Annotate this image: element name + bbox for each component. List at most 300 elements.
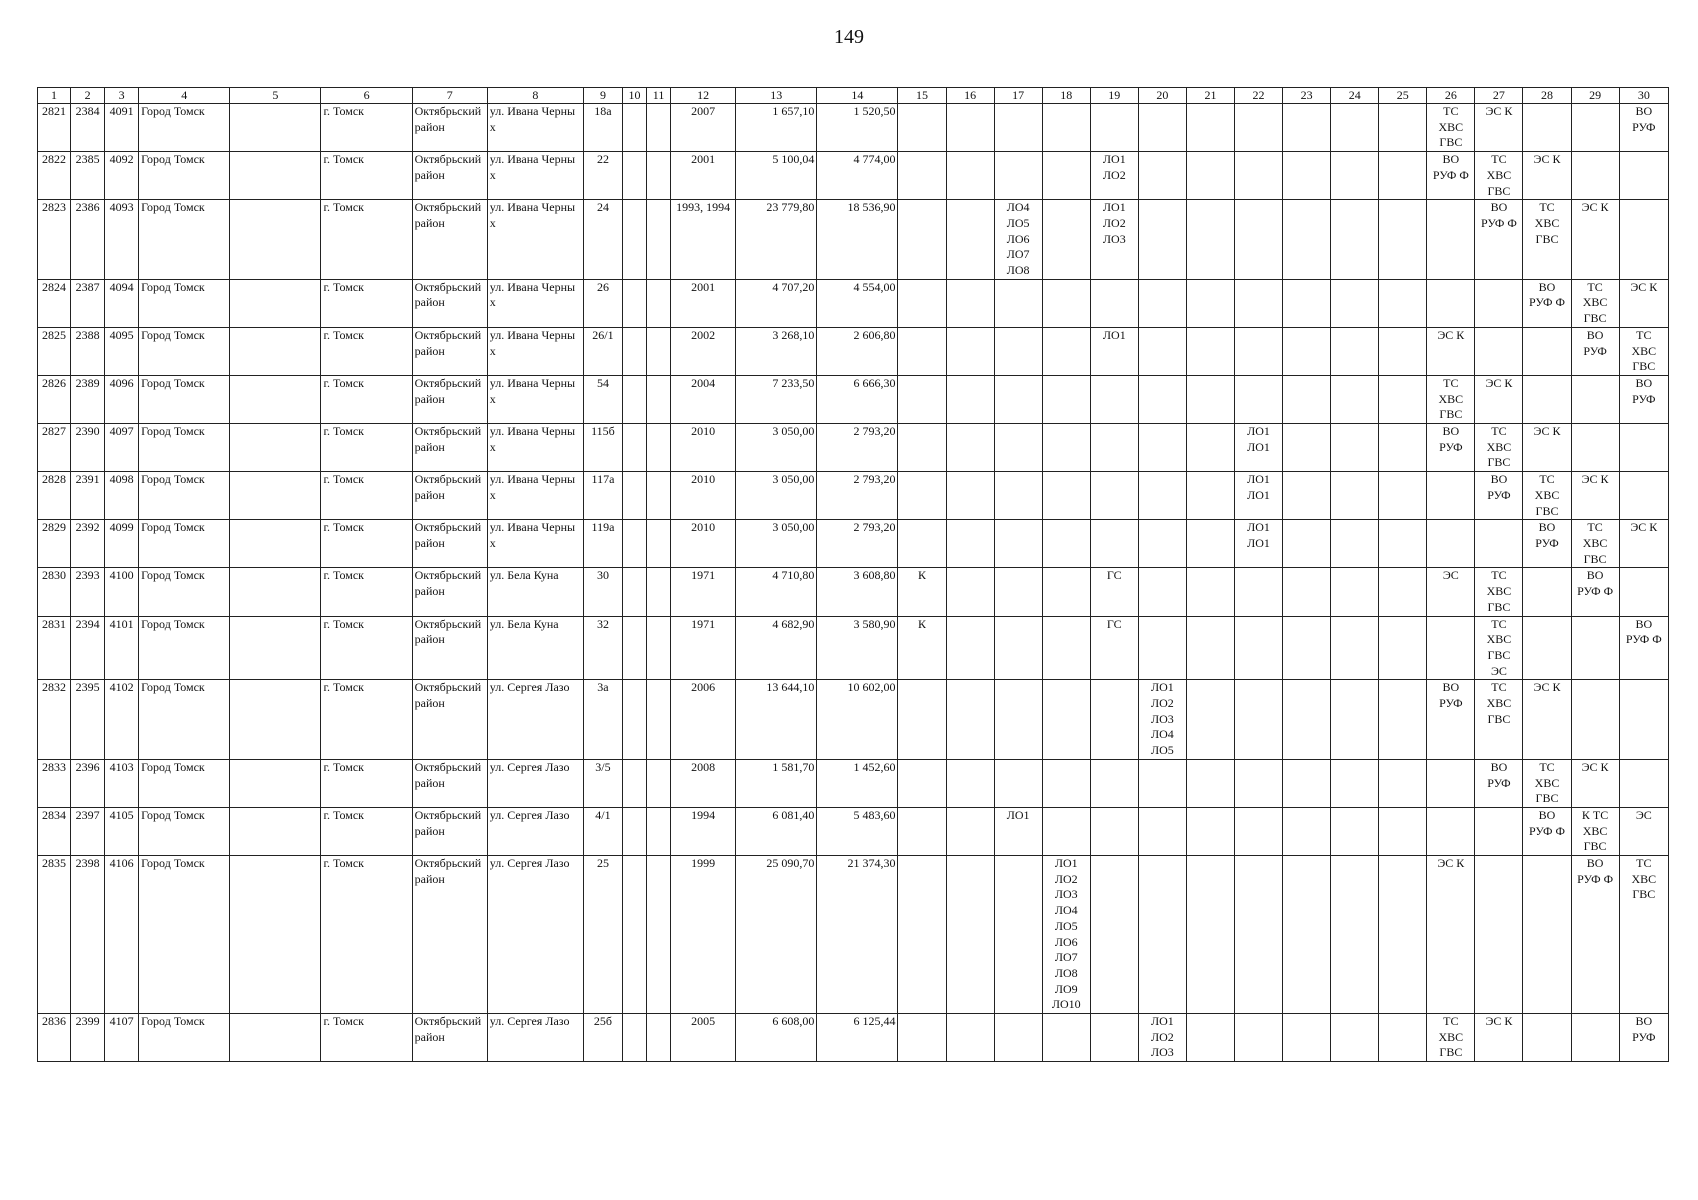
table-cell: К xyxy=(898,616,946,680)
table-cell xyxy=(1283,680,1331,760)
table-cell xyxy=(1042,327,1090,375)
table-row xyxy=(38,327,1669,375)
table-cell xyxy=(1186,856,1234,1014)
column-header: 30 xyxy=(1619,88,1668,104)
table-row xyxy=(38,152,1669,200)
table-cell xyxy=(1090,520,1138,568)
table-cell: г. Томск xyxy=(321,1014,412,1062)
table-cell xyxy=(1379,1014,1427,1062)
table-cell: ул. Бела Куна xyxy=(487,616,583,680)
table-cell xyxy=(1283,424,1331,472)
table-cell: 3 050,00 xyxy=(736,520,817,568)
table-cell: Октябрьский район xyxy=(412,327,487,375)
table-cell xyxy=(946,472,994,520)
table-cell xyxy=(1042,424,1090,472)
table-cell xyxy=(1331,424,1379,472)
table-cell: 3/5 xyxy=(583,759,622,807)
table-cell: Октябрьский район xyxy=(412,856,487,1014)
table-cell: Октябрьский район xyxy=(412,279,487,327)
table-cell xyxy=(230,759,321,807)
table-cell xyxy=(946,424,994,472)
table-cell: 1 581,70 xyxy=(736,759,817,807)
table-cell xyxy=(1042,200,1090,280)
table-cell xyxy=(1235,1014,1283,1062)
table-cell: Октябрьский район xyxy=(412,104,487,152)
table-cell xyxy=(994,472,1042,520)
table-cell: г. Томск xyxy=(321,680,412,760)
table-cell xyxy=(946,568,994,616)
table-cell xyxy=(1186,104,1234,152)
table-cell: 1 452,60 xyxy=(817,759,898,807)
column-header: 12 xyxy=(671,88,736,104)
table-row xyxy=(38,424,1669,472)
table-cell: 115б xyxy=(583,424,622,472)
table-cell xyxy=(1475,856,1523,1014)
table-cell xyxy=(898,856,946,1014)
table-cell: 26/1 xyxy=(583,327,622,375)
table-cell: 2006 xyxy=(671,680,736,760)
table-cell xyxy=(994,327,1042,375)
table-cell xyxy=(1379,680,1427,760)
table-cell: 54 xyxy=(583,375,622,423)
table-cell xyxy=(1331,472,1379,520)
table-cell xyxy=(946,520,994,568)
table-cell: ТС ХВС ГВС xyxy=(1427,1014,1475,1062)
table-cell: 3 050,00 xyxy=(736,424,817,472)
table-cell xyxy=(898,152,946,200)
table-cell: 4/1 xyxy=(583,807,622,855)
table-cell xyxy=(230,568,321,616)
table-cell: 4107 xyxy=(105,1014,139,1062)
table-cell: г. Томск xyxy=(321,375,412,423)
table-cell xyxy=(1235,200,1283,280)
table-cell: ВО РУФ xyxy=(1475,472,1523,520)
table-cell xyxy=(647,807,671,855)
table-cell xyxy=(1331,856,1379,1014)
table-cell xyxy=(1186,520,1234,568)
table-cell: ЛО1 ЛО2 ЛО3 ЛО4 ЛО5 ЛО6 ЛО7 ЛО8 ЛО9 ЛО10 xyxy=(1042,856,1090,1014)
table-cell: 22 xyxy=(583,152,622,200)
table-cell: ВО РУФ xyxy=(1427,424,1475,472)
column-header: 14 xyxy=(817,88,898,104)
register-body xyxy=(38,104,1669,1062)
table-cell xyxy=(623,279,647,327)
table-cell: Город Томск xyxy=(139,200,230,280)
table-cell xyxy=(230,104,321,152)
table-cell xyxy=(994,1014,1042,1062)
table-cell xyxy=(230,152,321,200)
table-cell: ВО РУФ xyxy=(1619,1014,1668,1062)
table-cell xyxy=(1138,807,1186,855)
table-cell xyxy=(1283,807,1331,855)
table-cell xyxy=(1186,568,1234,616)
table-cell: 2834 xyxy=(38,807,71,855)
page-number: 149 xyxy=(834,26,864,48)
table-cell xyxy=(898,680,946,760)
table-row xyxy=(38,104,1669,152)
table-cell xyxy=(647,680,671,760)
table-cell xyxy=(647,759,671,807)
table-cell xyxy=(994,568,1042,616)
table-cell: 2830 xyxy=(38,568,71,616)
table-cell xyxy=(1379,327,1427,375)
column-header: 1 xyxy=(38,88,71,104)
table-cell: 25 090,70 xyxy=(736,856,817,1014)
table-cell xyxy=(898,520,946,568)
table-cell xyxy=(1523,375,1571,423)
table-cell: 5 483,60 xyxy=(817,807,898,855)
table-cell: г. Томск xyxy=(321,152,412,200)
table-cell xyxy=(647,568,671,616)
table-cell xyxy=(1186,616,1234,680)
table-cell xyxy=(994,680,1042,760)
table-cell: ТС ХВС ГВС xyxy=(1571,279,1619,327)
table-cell xyxy=(994,520,1042,568)
table-cell: 10 602,00 xyxy=(817,680,898,760)
table-cell: г. Томск xyxy=(321,104,412,152)
table-cell: 2001 xyxy=(671,152,736,200)
table-cell xyxy=(647,104,671,152)
table-cell xyxy=(946,279,994,327)
table-cell: ЛО1 xyxy=(994,807,1042,855)
table-cell xyxy=(1379,424,1427,472)
table-cell xyxy=(623,1014,647,1062)
table-cell: 2004 xyxy=(671,375,736,423)
table-cell xyxy=(623,424,647,472)
table-cell xyxy=(1619,424,1668,472)
table-cell xyxy=(1619,759,1668,807)
table-cell xyxy=(1235,375,1283,423)
column-header: 22 xyxy=(1235,88,1283,104)
table-cell: 2005 xyxy=(671,1014,736,1062)
table-cell xyxy=(1283,375,1331,423)
table-cell: ТС ХВС ГВС xyxy=(1523,759,1571,807)
column-header: 26 xyxy=(1427,88,1475,104)
table-cell: ЭС К xyxy=(1571,472,1619,520)
table-cell xyxy=(994,104,1042,152)
table-cell xyxy=(1427,472,1475,520)
table-cell xyxy=(647,1014,671,1062)
table-cell: 4099 xyxy=(105,520,139,568)
table-cell: ВО РУФ Ф xyxy=(1427,152,1475,200)
table-cell xyxy=(647,424,671,472)
table-cell: 6 081,40 xyxy=(736,807,817,855)
table-cell: 3 608,80 xyxy=(817,568,898,616)
table-cell xyxy=(230,375,321,423)
table-cell xyxy=(230,472,321,520)
table-cell xyxy=(1571,616,1619,680)
table-cell xyxy=(1283,1014,1331,1062)
table-cell xyxy=(898,807,946,855)
table-cell: 1999 xyxy=(671,856,736,1014)
table-cell xyxy=(1090,1014,1138,1062)
table-cell: 2397 xyxy=(71,807,105,855)
table-cell: 4093 xyxy=(105,200,139,280)
table-cell xyxy=(1042,152,1090,200)
table-cell xyxy=(1042,1014,1090,1062)
table-row xyxy=(38,616,1669,680)
table-cell: 2398 xyxy=(71,856,105,1014)
table-cell: К ТС ХВС ГВС xyxy=(1571,807,1619,855)
table-cell: ГС xyxy=(1090,616,1138,680)
column-header: 23 xyxy=(1283,88,1331,104)
table-cell: 2386 xyxy=(71,200,105,280)
table-cell: г. Томск xyxy=(321,472,412,520)
table-cell xyxy=(1427,807,1475,855)
table-cell xyxy=(1235,759,1283,807)
table-row xyxy=(38,759,1669,807)
table-cell: 2001 xyxy=(671,279,736,327)
table-cell xyxy=(1571,152,1619,200)
table-cell: Октябрьский район xyxy=(412,1014,487,1062)
table-cell: Город Томск xyxy=(139,327,230,375)
table-cell xyxy=(623,152,647,200)
table-cell: 2010 xyxy=(671,472,736,520)
table-cell xyxy=(898,424,946,472)
table-cell xyxy=(1379,807,1427,855)
table-cell: 2385 xyxy=(71,152,105,200)
table-cell: 2835 xyxy=(38,856,71,1014)
table-cell xyxy=(1571,680,1619,760)
table-cell xyxy=(1090,104,1138,152)
table-cell xyxy=(1138,616,1186,680)
table-cell xyxy=(1283,327,1331,375)
table-cell: 2821 xyxy=(38,104,71,152)
table-cell xyxy=(1186,327,1234,375)
table-cell xyxy=(1042,472,1090,520)
column-header: 18 xyxy=(1042,88,1090,104)
table-cell xyxy=(230,520,321,568)
table-cell xyxy=(1523,616,1571,680)
table-cell xyxy=(1186,152,1234,200)
table-cell xyxy=(647,327,671,375)
column-header: 29 xyxy=(1571,88,1619,104)
column-header: 17 xyxy=(994,88,1042,104)
table-cell xyxy=(1042,807,1090,855)
table-cell: ТС ХВС ГВС xyxy=(1475,152,1523,200)
table-cell: 2831 xyxy=(38,616,71,680)
table-cell xyxy=(1138,856,1186,1014)
table-cell: ТС ХВС ГВС xyxy=(1571,520,1619,568)
table-cell: 2393 xyxy=(71,568,105,616)
column-header: 2 xyxy=(71,88,105,104)
table-row xyxy=(38,680,1669,760)
table-cell xyxy=(1090,856,1138,1014)
table-cell xyxy=(1186,680,1234,760)
table-cell: Город Томск xyxy=(139,375,230,423)
table-row xyxy=(38,1014,1669,1062)
table-cell xyxy=(1331,279,1379,327)
table-cell xyxy=(1283,200,1331,280)
table-cell: 2394 xyxy=(71,616,105,680)
table-cell xyxy=(1427,279,1475,327)
table-cell: 2826 xyxy=(38,375,71,423)
table-cell: г. Томск xyxy=(321,327,412,375)
table-cell xyxy=(898,759,946,807)
table-row xyxy=(38,856,1669,1014)
table-cell: ЭС К xyxy=(1523,424,1571,472)
table-cell xyxy=(1331,520,1379,568)
table-row xyxy=(38,807,1669,855)
table-cell xyxy=(1379,104,1427,152)
table-cell: 3 580,90 xyxy=(817,616,898,680)
table-cell xyxy=(898,472,946,520)
table-cell xyxy=(1619,472,1668,520)
table-cell xyxy=(647,520,671,568)
table-cell: ул. Ивана Черных xyxy=(487,472,583,520)
table-cell: ул. Ивана Черных xyxy=(487,104,583,152)
column-header: 4 xyxy=(139,88,230,104)
table-cell xyxy=(230,616,321,680)
table-cell xyxy=(647,375,671,423)
table-cell xyxy=(1186,807,1234,855)
table-cell xyxy=(898,104,946,152)
table-cell: 2390 xyxy=(71,424,105,472)
table-cell: ВО РУФ Ф xyxy=(1619,616,1668,680)
table-cell xyxy=(1283,856,1331,1014)
table-row xyxy=(38,520,1669,568)
table-cell xyxy=(1571,104,1619,152)
table-cell xyxy=(1235,152,1283,200)
table-cell xyxy=(1235,568,1283,616)
table-cell: Октябрьский район xyxy=(412,424,487,472)
table-cell xyxy=(1042,375,1090,423)
table-cell xyxy=(994,279,1042,327)
table-row xyxy=(38,472,1669,520)
table-cell: К xyxy=(898,568,946,616)
table-cell: 4098 xyxy=(105,472,139,520)
table-cell xyxy=(1571,424,1619,472)
table-cell: 32 xyxy=(583,616,622,680)
table-cell: ВО РУФ xyxy=(1571,327,1619,375)
table-cell xyxy=(898,1014,946,1062)
table-cell xyxy=(1283,104,1331,152)
table-cell xyxy=(1186,1014,1234,1062)
table-cell xyxy=(1138,375,1186,423)
table-cell xyxy=(1331,327,1379,375)
table-cell: 4097 xyxy=(105,424,139,472)
table-cell: ЭС К xyxy=(1571,200,1619,280)
table-cell: 2824 xyxy=(38,279,71,327)
table-cell: ТС ХВС ГВС xyxy=(1523,200,1571,280)
table-cell xyxy=(946,807,994,855)
table-cell xyxy=(1042,759,1090,807)
table-cell: 18а xyxy=(583,104,622,152)
table-cell: Город Томск xyxy=(139,807,230,855)
table-cell: г. Томск xyxy=(321,856,412,1014)
table-cell: Город Томск xyxy=(139,568,230,616)
table-cell xyxy=(647,279,671,327)
table-cell xyxy=(1331,759,1379,807)
table-cell xyxy=(1379,568,1427,616)
table-cell xyxy=(623,807,647,855)
table-cell: 4092 xyxy=(105,152,139,200)
table-cell xyxy=(946,327,994,375)
table-cell xyxy=(623,104,647,152)
table-cell: 2833 xyxy=(38,759,71,807)
table-cell: Октябрьский район xyxy=(412,375,487,423)
table-cell xyxy=(1571,1014,1619,1062)
table-cell xyxy=(1138,200,1186,280)
column-header: 13 xyxy=(736,88,817,104)
table-cell: ул. Сергея Лазо xyxy=(487,1014,583,1062)
table-cell: Город Томск xyxy=(139,759,230,807)
table-cell xyxy=(1186,279,1234,327)
table-cell xyxy=(1379,856,1427,1014)
table-cell xyxy=(946,856,994,1014)
table-cell xyxy=(1379,759,1427,807)
table-cell xyxy=(946,616,994,680)
table-cell xyxy=(230,327,321,375)
table-cell xyxy=(1042,104,1090,152)
table-cell xyxy=(1090,424,1138,472)
table-cell xyxy=(994,616,1042,680)
table-cell xyxy=(1283,568,1331,616)
table-cell: ЭС К xyxy=(1475,375,1523,423)
table-cell xyxy=(1379,616,1427,680)
table-cell: ЭС xyxy=(1619,807,1668,855)
table-cell: ВО РУФ Ф xyxy=(1571,568,1619,616)
table-cell: г. Томск xyxy=(321,279,412,327)
table-cell: Октябрьский район xyxy=(412,616,487,680)
table-cell: ТС ХВС ГВС xyxy=(1619,327,1668,375)
table-cell: 2010 xyxy=(671,424,736,472)
table-cell: 1994 xyxy=(671,807,736,855)
table-cell: 1993, 1994 xyxy=(671,200,736,280)
table-cell: ЭС К xyxy=(1619,520,1668,568)
table-cell xyxy=(946,104,994,152)
table-cell xyxy=(230,807,321,855)
table-cell: 25б xyxy=(583,1014,622,1062)
table-cell: 4095 xyxy=(105,327,139,375)
table-cell xyxy=(1138,520,1186,568)
column-header: 19 xyxy=(1090,88,1138,104)
table-cell: 2387 xyxy=(71,279,105,327)
table-row xyxy=(38,279,1669,327)
table-cell: ул. Сергея Лазо xyxy=(487,759,583,807)
table-cell: 4 707,20 xyxy=(736,279,817,327)
table-cell xyxy=(1283,279,1331,327)
table-cell xyxy=(647,856,671,1014)
table-cell xyxy=(623,327,647,375)
table-cell: 4094 xyxy=(105,279,139,327)
column-header: 16 xyxy=(946,88,994,104)
table-cell xyxy=(1379,520,1427,568)
column-header: 5 xyxy=(230,88,321,104)
table-cell xyxy=(1138,327,1186,375)
table-cell: 4096 xyxy=(105,375,139,423)
table-cell xyxy=(230,1014,321,1062)
table-cell: 2010 xyxy=(671,520,736,568)
table-cell xyxy=(946,680,994,760)
table-cell: 2389 xyxy=(71,375,105,423)
column-header: 9 xyxy=(583,88,622,104)
table-cell: 5 100,04 xyxy=(736,152,817,200)
table-cell: 2827 xyxy=(38,424,71,472)
table-cell: 21 374,30 xyxy=(817,856,898,1014)
table-cell: Город Томск xyxy=(139,152,230,200)
table-cell: ул. Ивана Черных xyxy=(487,424,583,472)
table-cell xyxy=(898,327,946,375)
table-cell: 30 xyxy=(583,568,622,616)
table-cell xyxy=(1619,568,1668,616)
table-cell: 2392 xyxy=(71,520,105,568)
table-cell xyxy=(230,424,321,472)
table-cell: ВО РУФ xyxy=(1427,680,1475,760)
table-cell xyxy=(1042,520,1090,568)
table-cell: ТС ХВС ГВС ЭС xyxy=(1475,616,1523,680)
housing-register-table xyxy=(37,87,1669,1062)
